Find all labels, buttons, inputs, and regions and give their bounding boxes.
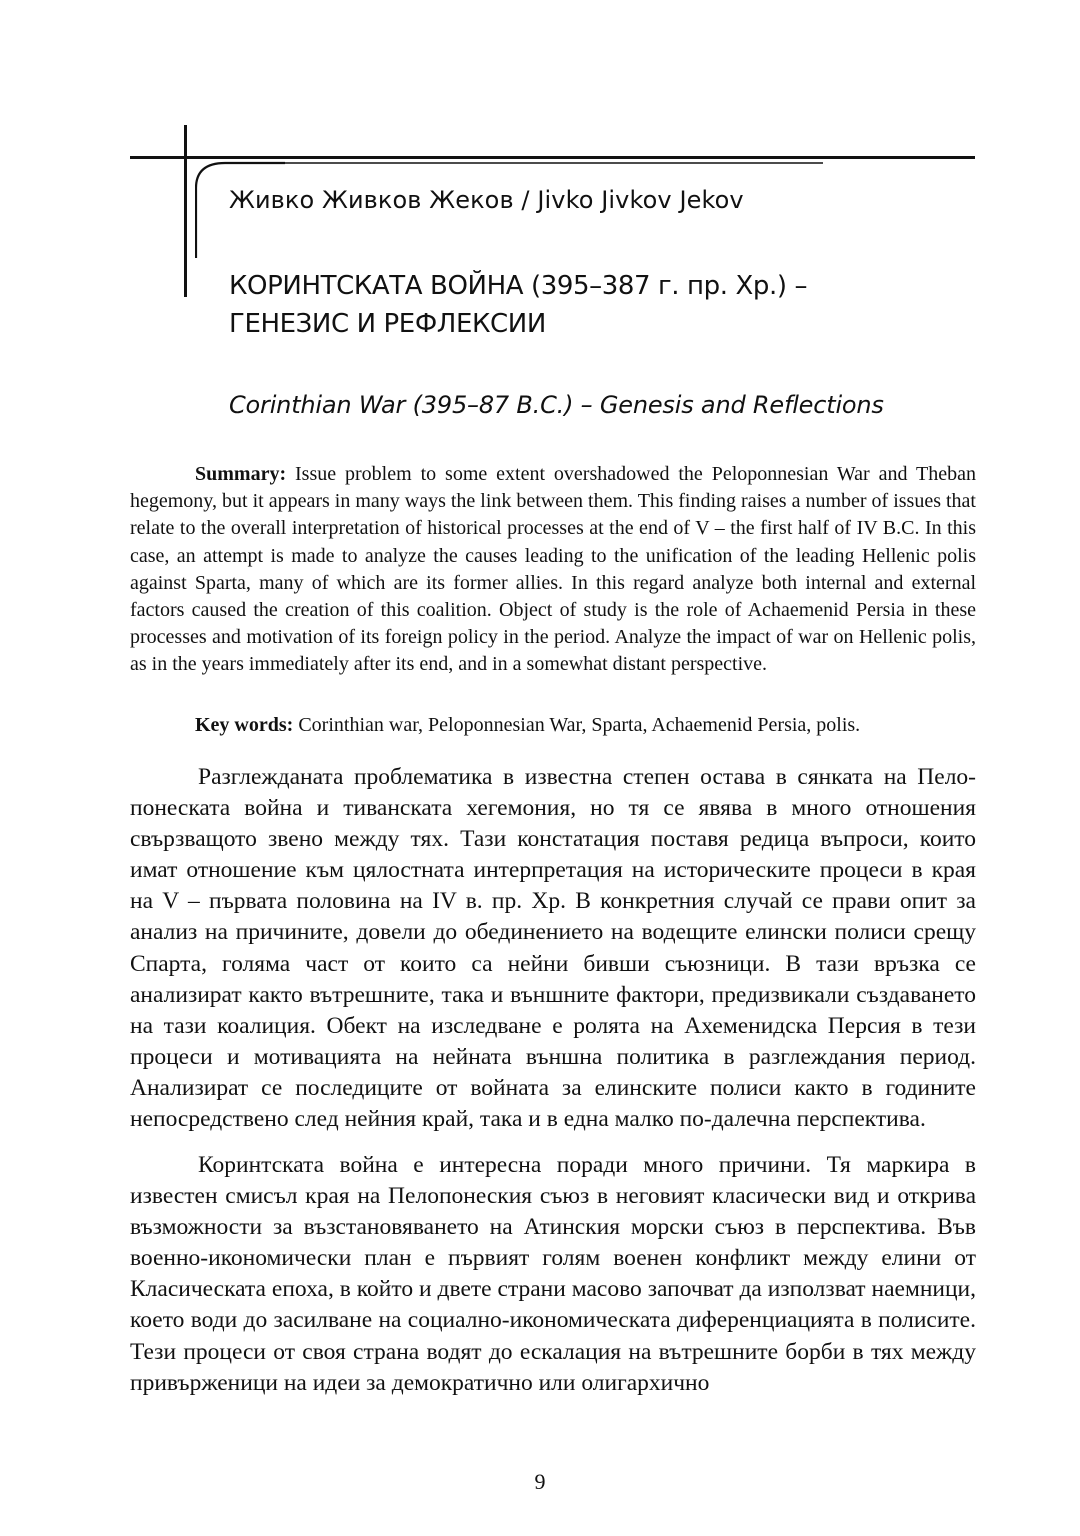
keywords-paragraph [130,712,976,739]
page-number: 9 [534,1469,546,1494]
title-line-2: ГЕНЕЗИС И РЕФЛЕКСИИ [229,309,546,339]
header-thin-rule [283,161,823,167]
author-name: Живко Живков Жеков / Jivko Jivkov Jekov [229,186,744,214]
title-line-1: КОРИНТСКАТА ВОЙНА (395–387 г. пр. Хр.) – [229,271,808,301]
summary-label: Summary: [195,463,287,485]
body-paragraph-1: Разглежданата проблематика в известна степен остава в сянката на Пелопонеската война и тиванската хегемония, но тя се явява в много отношения свързващото звено между тях. Тази констатация поставя редица въпроси, които имат отношение към цялостната интерпретация на историческите процеси в края на V – първата половина на IV в. пр. Хр. В конкретния случай се прави опит за анализ на причините, довели до обединението на водещите елински полиси срещу Спарта, голяма част от които са нейни бивши съюзници. В тази връзка се анализират както вътрешните, така и външните фактори, предизвикали създаването на тази коалиция. Обект на изследване е ролята на Ахеменидска Персия в тези процеси и мотивацията на нейната външна политика в разглеждания период. Анализират се последиците от войната за елинските полиси както в годините непосредствено след нейния край, така и в една малко по-далечна перспектива. [130,764,976,1133]
header-vertical-rule [184,125,187,297]
summary-paragraph [130,461,976,679]
keywords-text: Corinthian war, Peloponnesian War, Sparta, Achaemenid Persia, polis. [293,714,861,736]
article-title-english: Corinthian War (395–87 B.C.) – Genesis and Reflections [229,391,884,419]
keywords-label: Key words: [195,714,294,736]
summary-text: Issue problem to some extent overshadowed the Peloponnesian War and Theban hegemony, but it appears in many ways the link between them. This finding raises a number of issues that relate to the overall interpretation of historical processes at the end of V – the first half of IV B.C. In this case, an attempt is made to analyze the causes leading to the unification of the leading Hellenic polis against Sparta, many of which are its former allies. In this regard analyze both internal and external factors caused the creation of this coalition. Object of study is the role of Achaemenid Persia in these processes and motivation of its foreign policy in the period. Analyze the impact of war on Hellenic polis, as in the years immediately after its end, and in a somewhat distant perspective. [130,463,976,676]
header-horizontal-rule [130,156,975,159]
body-paragraph-2: Коринтската война е интересна поради много причини. Тя маркира в известен смисъл края на Пелопонеския съюз в неговият класически вид и открива възможности за възстановяването на Атинския морски съюз в перспектива. Във военно-икономически план е първият голям военен конфликт между елини от Класическата епоха, в който и двете страни масово започват да използват наемници, което води до засилване на социално-икономическата диференциацията в полисите. Тези процеси от своя страна водят до ескалация на вътрешните борби в тях между привърженици на идеи за демократично или олигархично [130,1152,976,1396]
article-title-bulgarian [229,267,929,343]
